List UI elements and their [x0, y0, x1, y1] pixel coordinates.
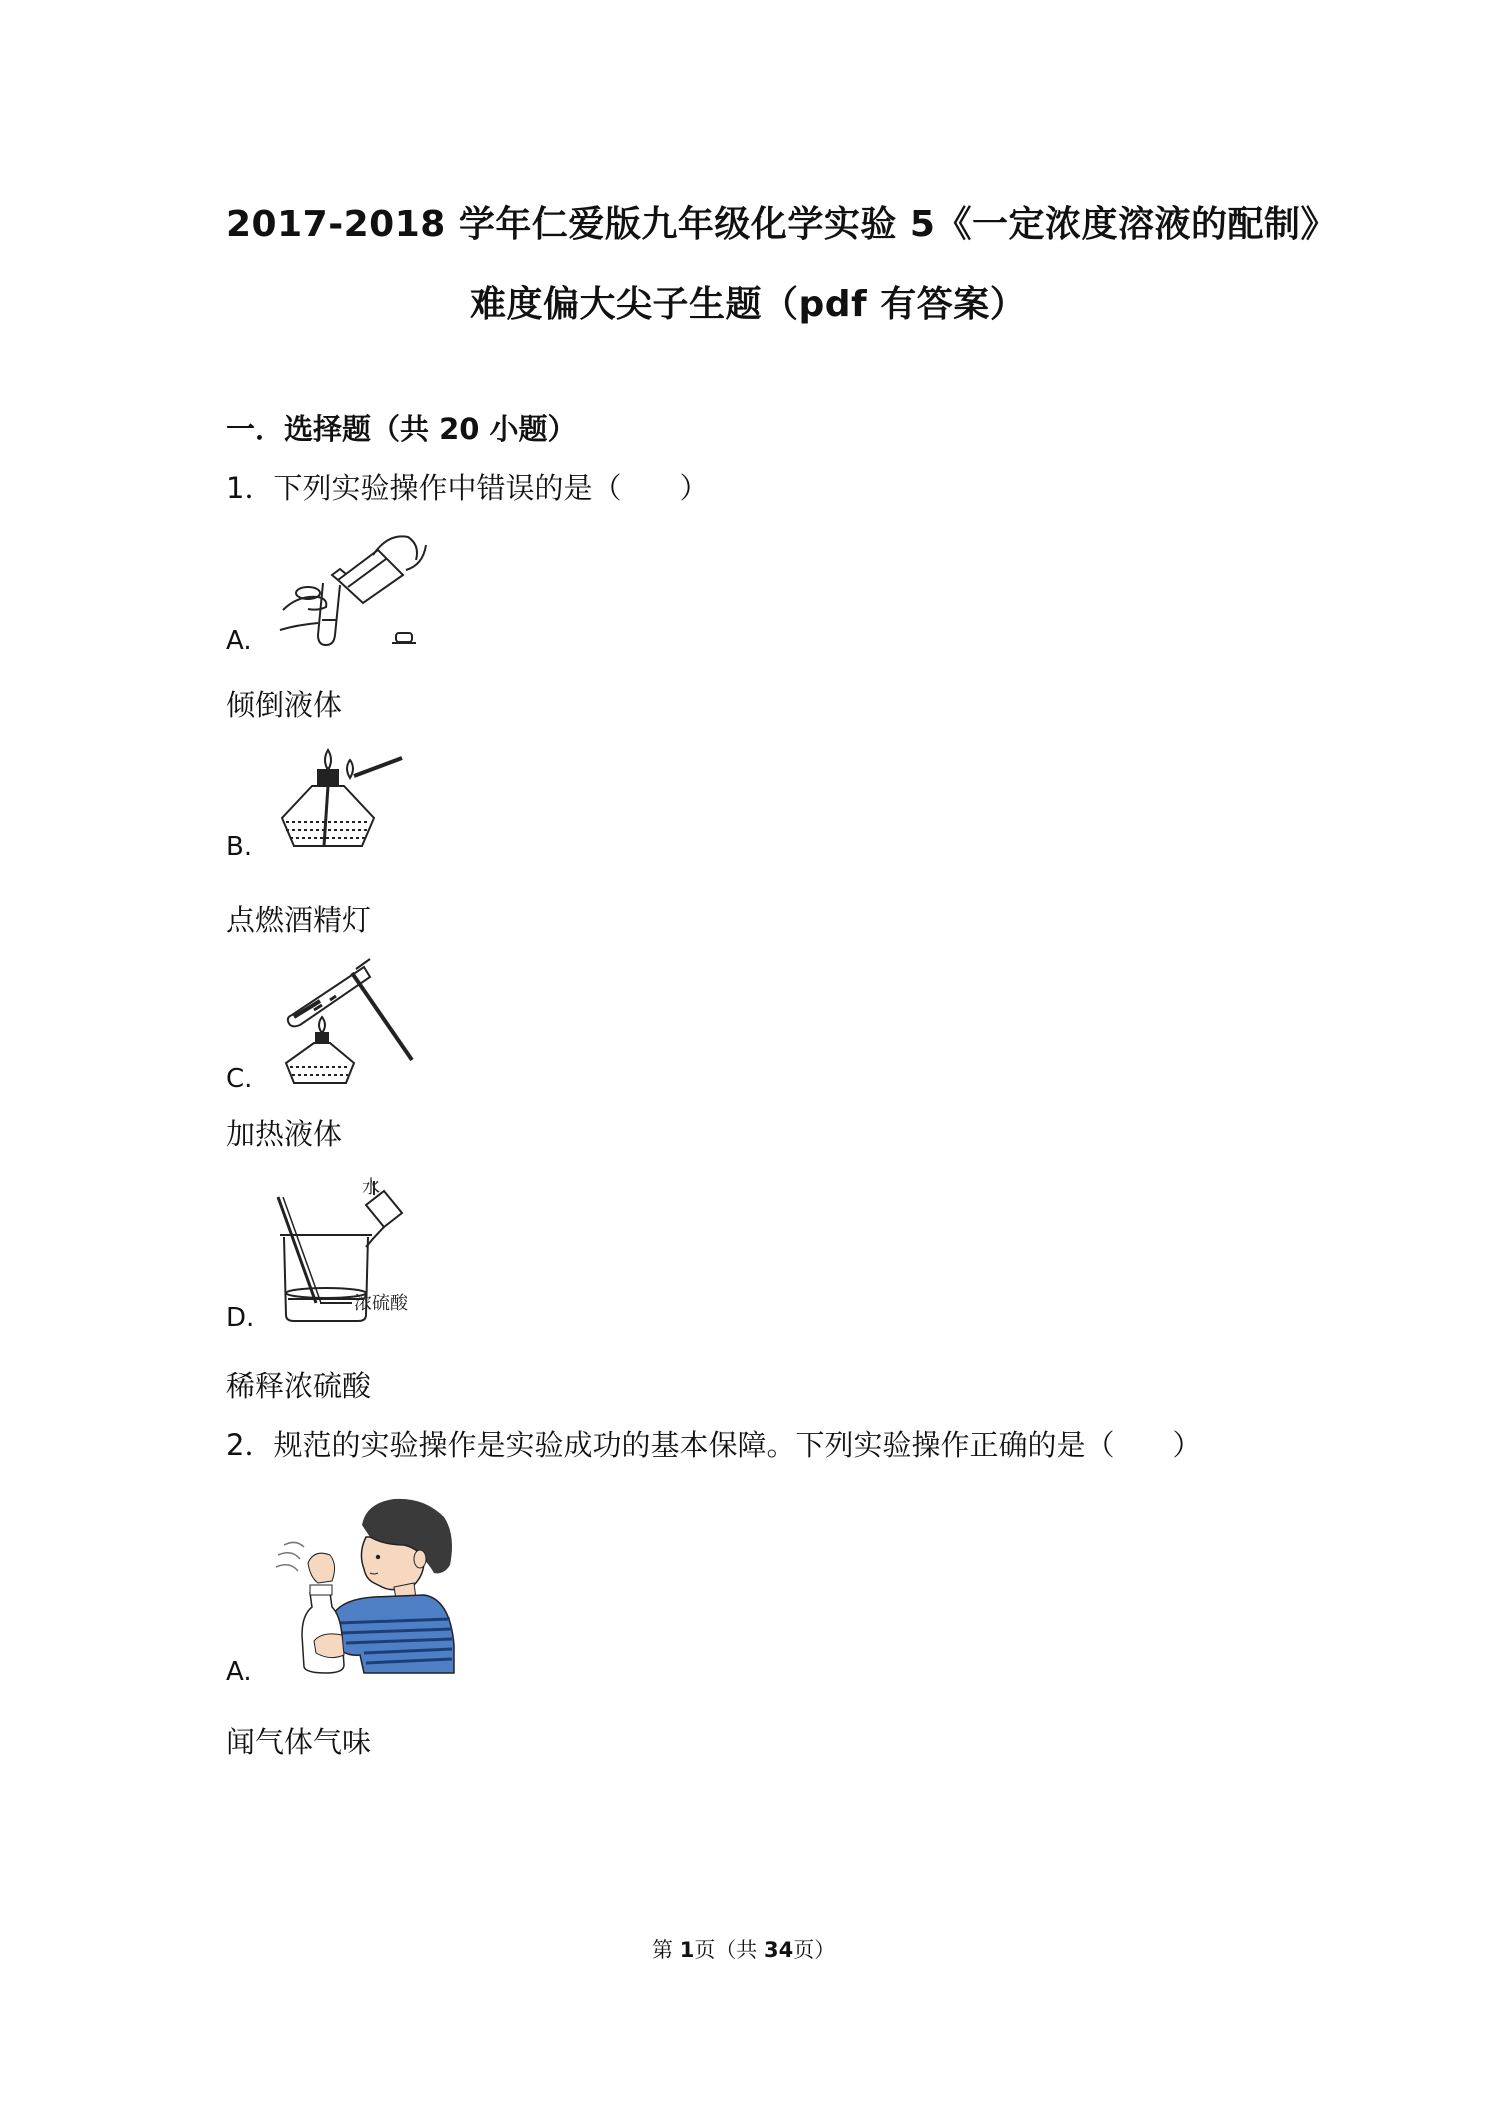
smell-gas-icon	[274, 1495, 454, 1675]
footer-total-pages: 34	[764, 1938, 794, 1962]
document-title-line1: 2017-2018 学年仁爱版九年级化学实验 5《一定浓度溶液的配制》	[226, 204, 1337, 245]
question-1-option-a-letter: A.	[226, 626, 252, 656]
question-1-option-d-caption: 稀释浓硫酸	[226, 1369, 372, 1403]
water-label: 水	[362, 1177, 380, 1198]
footer-suffix: 页）	[793, 1938, 836, 1962]
footer-prefix: 第	[652, 1938, 680, 1962]
section-heading: 一．选择题（共 20 小题）	[226, 412, 577, 446]
question-1-option-a-caption: 倾倒液体	[226, 688, 343, 722]
question-1-option-b-caption: 点燃酒精灯	[226, 903, 372, 937]
document-title-line2: 难度偏大尖子生题（pdf 有答案）	[470, 284, 1027, 325]
question-1-option-c-letter: C.	[226, 1064, 253, 1094]
question-2-option-a-caption: 闻气体气味	[226, 1725, 372, 1759]
question-1-option-d-letter: D.	[226, 1303, 255, 1333]
light-alcohol-lamp-icon	[274, 748, 404, 853]
question-2-stem: 2．规范的实验操作是实验成功的基本保障。下列实验操作正确的是（ ）	[226, 1428, 1202, 1462]
heat-liquid-icon	[274, 955, 419, 1085]
question-1-stem: 1．下列实验操作中错误的是（ ）	[226, 471, 709, 505]
footer-page-number: 1	[679, 1938, 695, 1962]
pour-liquid-icon	[278, 525, 428, 650]
dilute-sulfuric-acid-icon	[274, 1175, 434, 1325]
page-footer	[652, 1934, 835, 1964]
footer-middle: 页（共	[694, 1938, 764, 1962]
question-1-option-b-letter: B.	[226, 832, 253, 862]
question-1-option-c-caption: 加热液体	[226, 1117, 343, 1151]
question-2-option-a-letter: A.	[226, 1657, 252, 1687]
concentrated-sulfuric-acid-label: 浓硫酸	[354, 1293, 408, 1314]
